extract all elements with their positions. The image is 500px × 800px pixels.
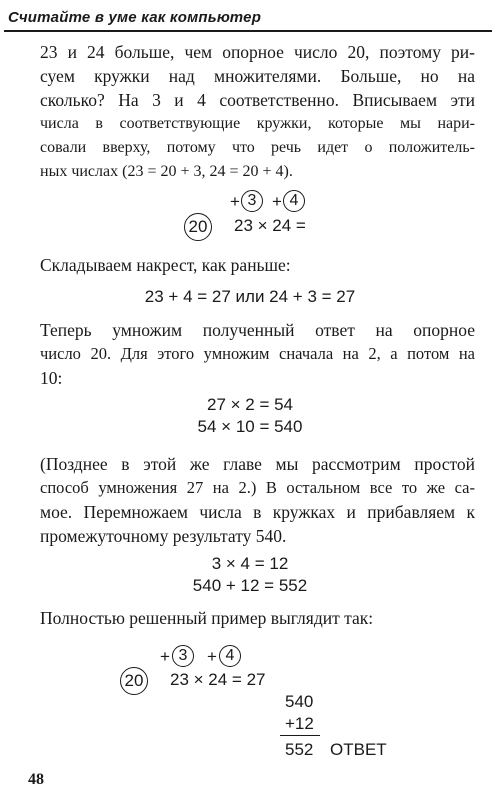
plus-sign: + bbox=[207, 647, 217, 666]
text-line: мое. Перемножаем числа в кружках и прибавляем к bbox=[40, 502, 475, 522]
answer-label: ОТВЕТ bbox=[330, 740, 387, 759]
equation-line: 27 × 2 = 54 bbox=[206, 395, 294, 414]
equation-cross-add: 23 + 4 = 27 или 24 + 3 = 27 bbox=[144, 287, 356, 306]
text-line: суем кружки над множителями. Больше, но на bbox=[40, 66, 475, 86]
multiplication-expression: 23 × 24 = bbox=[234, 216, 306, 235]
plus-sign: + bbox=[160, 647, 170, 666]
paragraph-5 bbox=[40, 606, 475, 630]
circle-product: +12 bbox=[285, 714, 314, 733]
multiplication-expression: 23 × 24 = 27 bbox=[170, 670, 266, 689]
text-line: Теперь умножим полученный ответ на опорное bbox=[40, 320, 475, 340]
equation-line: 54 × 10 = 540 bbox=[197, 417, 303, 436]
text-line: способ умножения 27 на 2.) В остальном все то же са- bbox=[40, 478, 475, 497]
circle-above-23: 3 bbox=[241, 190, 263, 212]
plus-sign: + bbox=[230, 192, 240, 211]
sum-rule bbox=[280, 735, 320, 736]
intermediate-result: 540 bbox=[285, 692, 314, 711]
text-line: промежуточному результату 540. bbox=[40, 526, 287, 546]
equation-line: 3 × 4 = 12 bbox=[211, 554, 289, 573]
text-line: 10: bbox=[40, 368, 63, 388]
text-line: Складываем накрест, как раньше: bbox=[40, 255, 291, 275]
paragraph-1 bbox=[40, 40, 475, 184]
text-line: (Позднее в этой же главе мы рассмотрим простой bbox=[40, 454, 475, 474]
equation-line: 540 + 12 = 552 bbox=[192, 576, 308, 595]
paragraph-3 bbox=[40, 318, 475, 390]
text-line: сколько? На 3 и 4 соответственно. Вписываем эти bbox=[40, 90, 475, 110]
text-line: совали вверху, потому что речь идет о положитель- bbox=[40, 139, 475, 156]
page-number: 48 bbox=[28, 771, 44, 788]
reference-number-circle: 20 bbox=[184, 213, 212, 241]
header-title: Считайте в уме как компьютер bbox=[8, 9, 262, 26]
paragraph-4 bbox=[40, 452, 475, 548]
circle-above-24: 4 bbox=[283, 190, 305, 212]
plus-sign: + bbox=[272, 192, 282, 211]
circle-above-24: 4 bbox=[219, 645, 241, 667]
running-header bbox=[4, 6, 492, 32]
text-line: ных числах (23 = 20 + 3, 24 = 20 + 4). bbox=[40, 163, 293, 180]
final-result: 552 bbox=[285, 740, 314, 759]
text-line: 23 и 24 больше, чем опорное число 20, поэтому ри- bbox=[40, 42, 475, 62]
text-line: числа в соответствующие кружки, которые мы нари- bbox=[40, 115, 475, 132]
text-line: число 20. Для этого умножим сначала на 2, а потом на bbox=[40, 344, 475, 363]
circle-above-23: 3 bbox=[172, 645, 194, 667]
reference-number-circle: 20 bbox=[120, 667, 148, 695]
paragraph-2 bbox=[40, 253, 475, 277]
text-line: Полностью решенный пример выглядит так: bbox=[40, 608, 374, 628]
